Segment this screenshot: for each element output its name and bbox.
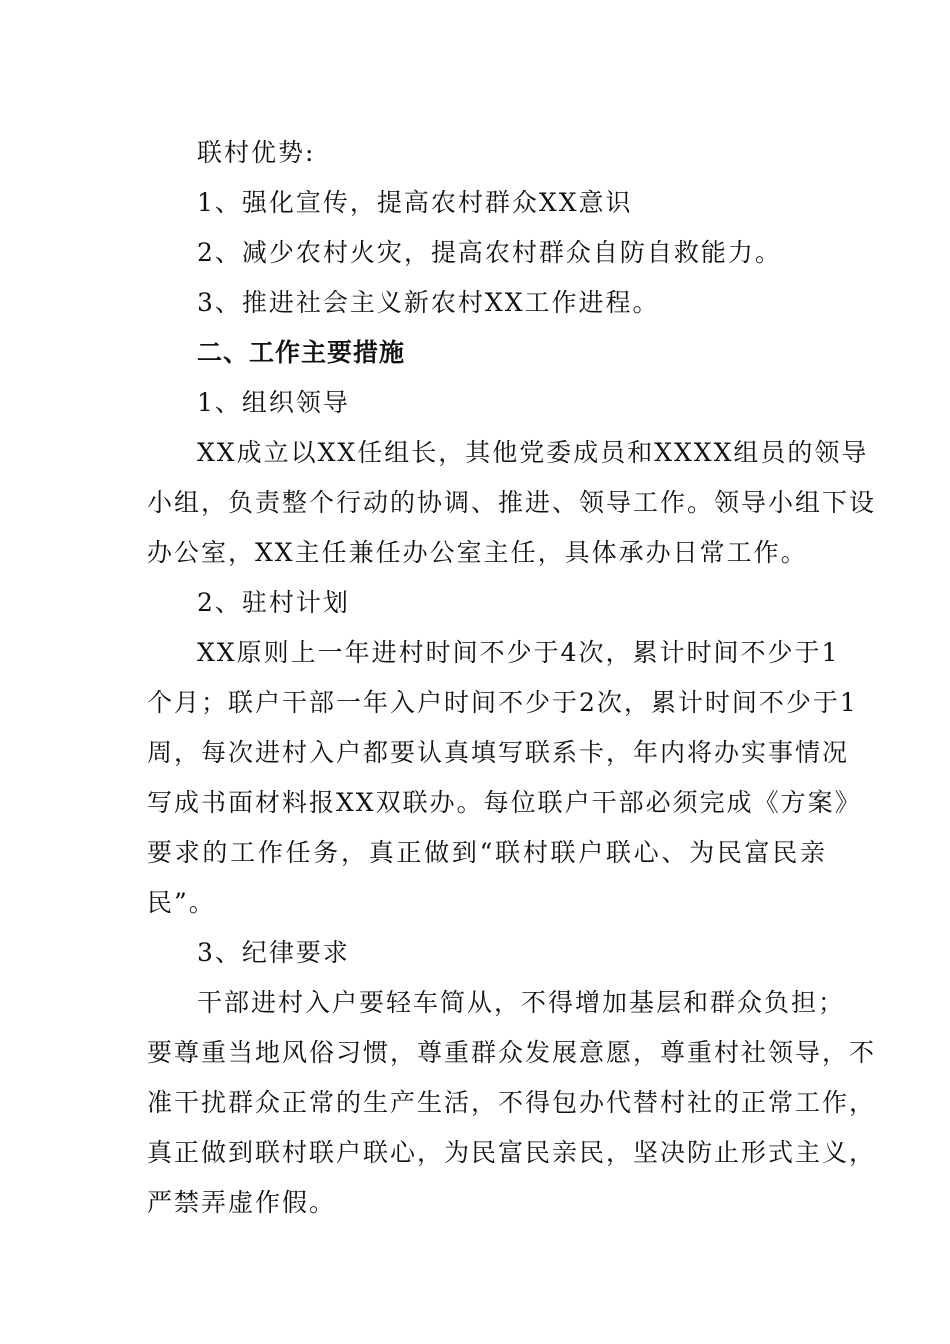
paragraph-line: 严禁弄虚作假。 [147, 1188, 337, 1217]
advantage-item-1: 1、强化宣传，提高农村群众XX意识 [197, 188, 633, 217]
paragraph-line: 干部进村入户要轻车简从，不得增加基层和群众负担； [197, 988, 846, 1017]
paragraph-line: 周，每次进村入户都要认真填写联系卡，年内将办实事情况 [147, 738, 850, 767]
paragraph-line: XX成立以XX任组长，其他党委成员和XXXX组员的领导 [197, 438, 869, 467]
paragraph-line: 写成书面材料报XX双联办。每位联户干部必须完成《方案》 [147, 788, 862, 817]
paragraph-line: 准干扰群众正常的生产生活，不得包办代替村社的正常工作， [147, 1088, 877, 1117]
subheading-discipline: 3、纪律要求 [197, 938, 350, 967]
section-heading-measures: 二、工作主要措施 [197, 338, 406, 367]
paragraph-line: 个月；联户干部一年入户时间不少于2次，累计时间不少于1 [147, 688, 858, 717]
advantage-item-2: 2、减少农村火灾，提高农村群众自防自救能力。 [197, 238, 782, 267]
subheading-organization: 1、组织领导 [197, 388, 350, 417]
advantage-item-3: 3、推进社会主义新农村XX工作进程。 [197, 288, 660, 317]
section-intro-label: 联村优势: [197, 138, 316, 167]
paragraph-line: 要尊重当地风俗习惯，尊重群众发展意愿，尊重村社领导，不 [147, 1038, 877, 1067]
subheading-village-plan: 2、驻村计划 [197, 588, 350, 617]
paragraph-line: XX原则上一年进村时间不少于4次，累计时间不少于1 [197, 638, 840, 667]
paragraph-line: 办公室，XX主任兼任办公室主任，具体承办日常工作。 [147, 538, 808, 567]
paragraph-line: 民”。 [147, 888, 216, 917]
paragraph-line: 小组，负责整个行动的协调、推进、领导工作。领导小组下设 [147, 488, 877, 517]
paragraph-line: 要求的工作任务，真正做到“联村联户联心、为民富民亲 [147, 838, 827, 867]
paragraph-line: 真正做到联村联户联心，为民富民亲民，坚决防止形式主义， [147, 1138, 877, 1167]
